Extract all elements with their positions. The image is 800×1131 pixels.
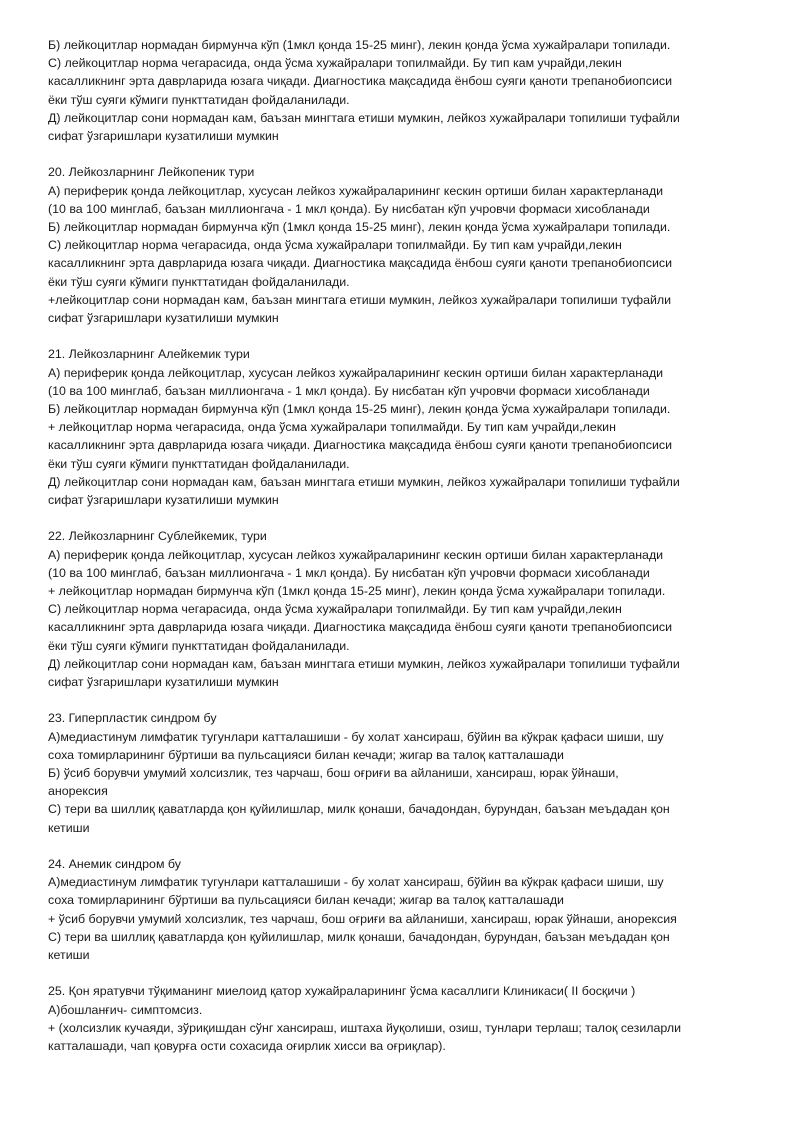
answer-option-c-continued: касалликнинг эрта даврларида юзага чиқади. Диагностика мақсадида ёнбош суяги қаноти трепанобиопсиси (48, 74, 673, 89)
answer-option-b: Б) лейкоцитлар нормадан бирмунча кўп (1мкл қонда 15-25 минг), лекин қонда ўсма хужайралари топилади. (48, 38, 671, 52)
answer-option-c-continued: касалликнинг эрта даврларида юзага чиқади. Диагностика мақсадида ёнбош суяги қаноти трепанобиопсиси (48, 620, 673, 635)
question-title: 20. Лейкозларнинг Лейкопеник тури (48, 165, 255, 180)
answer-option-c: С) тери ва шиллиқ қаватларда қон қуйилишлар, милк қонаши, бачадондан, бурундан, баъзан меъдадан қон (48, 802, 670, 817)
correct-answer-continued: сифат ўзгаришлари кузатилиши мумкин (48, 311, 279, 326)
answer-option-a-continued: соха томирларининг бўртиши ва пульсацияси билан кечади; жигар ва талоқ катталашади (48, 747, 564, 762)
answer-option-b: Б) лейкоцитлар нормадан бирмунча кўп (1мкл қонда 15-25 минг), лекин қонда ўсма хужайралари топилади. (48, 402, 671, 417)
answer-option-c-continued: кетиши (48, 948, 90, 963)
question-22 (48, 527, 760, 691)
correct-answer: +лейкоцитлар сони нормадан кам, баъзан мингтага етиши мумкин, лейкоз хужайралари топилиши туфайли (48, 292, 672, 307)
answer-option-a: А) периферик қонда лейкоцитлар, хусусан лейкоз хужайраларининг кескин ортиши билан характерланади (48, 547, 664, 562)
spacer (48, 691, 760, 709)
intro-block (48, 36, 760, 145)
question-title: 25. Қон яратувчи тўқиманинг миелоид қатор хужайраларининг ўсма касаллиги Клиникаси( II босқичи ) (48, 984, 636, 999)
question-25 (48, 982, 760, 1055)
answer-option-a: А)медиастинум лимфатик тугунлари катталашиши - бу холат хансираш, бўйин ва кўкрак қафаси шиши, шу (48, 729, 664, 744)
spacer (48, 327, 760, 345)
answer-option-c: С) тери ва шиллиқ қаватларда қон қуйилишлар, милк қонаши, бачадондан, бурундан, баъзан меъдадан қон (48, 929, 670, 944)
answer-option-c-continued: ёки тўш суяги кўмиги пункттатидан фойдаланилади. (48, 638, 350, 653)
spacer (48, 509, 760, 527)
answer-option-a-continued: (10 ва 100 минглаб, баъзан миллионгача - 1 мкл қонда). Бу нисбатан кўп учровчи формаси хисобланади (48, 565, 650, 580)
answer-option-a-continued: (10 ва 100 минглаб, баъзан миллионгача - 1 мкл қонда). Бу нисбатан кўп учровчи формаси хисобланади (48, 201, 650, 216)
answer-option-c-continued: ёки тўш суяги кўмиги пункттатидан фойдаланилади. (48, 274, 350, 289)
answer-option-b: Б) лейкоцитлар нормадан бирмунча кўп (1мкл қонда 15-25 минг), лекин қонда ўсма хужайралари топилади. (48, 220, 671, 235)
answer-option-a-continued: соха томирларининг бўртиши ва пульсацияси билан кечади; жигар ва талоқ катталашади (48, 893, 564, 908)
correct-answer: + ўсиб борувчи умумий холсизлик, тез чарчаш, бош оғриғи ва айланиши, хансираш, юрак ўйнаши, анорексия (48, 911, 677, 926)
answer-option-a-continued: (10 ва 100 минглаб, баъзан миллионгача - 1 мкл қонда). Бу нисбатан кўп учровчи формаси хисобланади (48, 383, 650, 398)
answer-option-b: Б) ўсиб борувчи умумий холсизлик, тез чарчаш, бош оғриғи ва айланиши, хансираш, юрак ўйнаши, (48, 766, 619, 781)
correct-answer: + лейкоцитлар нормадан бирмунча кўп (1мкл қонда 15-25 минг), лекин қонда ўсма хужайралари топилади. (48, 584, 666, 599)
answer-option-a: А) периферик қонда лейкоцитлар, хусусан лейкоз хужайраларининг кескин ортиши билан характерланади (48, 365, 664, 380)
answer-option-d-continued: сифат ўзгаришлари кузатилиши мумкин (48, 493, 279, 508)
answer-option-d-continued: сифат ўзгаришлари кузатилиши мумкин (48, 129, 279, 144)
spacer (48, 145, 760, 163)
question-24 (48, 855, 760, 964)
answer-option-c-continued: ёки тўш суяги кўмиги пункттатидан фойдаланилади. (48, 92, 350, 107)
spacer (48, 837, 760, 855)
question-title: 23. Гиперпластик синдром бу (48, 711, 217, 726)
answer-option-d: Д) лейкоцитлар сони нормадан кам, баъзан мингтага етиши мумкин, лейкоз хужайралари топилиши туфайли (48, 656, 680, 671)
answer-option-c-continued: кетиши (48, 820, 90, 835)
answer-option-c: С) лейкоцитлар норма чегарасида, онда ўсма хужайралари топилмайди. Бу тип кам учрайди,лекин (48, 56, 622, 71)
question-title: 24. Анемик синдром бу (48, 857, 181, 872)
correct-answer-continued: катталашади, чап қовурға ости сохасида оғирлик хисси ва оғриқлар). (48, 1039, 446, 1054)
question-title: 22. Лейкозларнинг Сублейкемик, тури (48, 529, 267, 544)
answer-option-a: А)бошланғич- симптомсиз. (48, 1002, 203, 1017)
document-page (48, 36, 760, 1055)
correct-answer: + лейкоцитлар норма чегарасида, онда ўсма хужайралари топилмайди. Бу тип кам учрайди,лекин (48, 420, 616, 435)
answer-option-c-continued: касалликнинг эрта даврларида юзага чиқади. Диагностика мақсадида ёнбош суяги қаноти трепанобиопсиси (48, 256, 673, 271)
question-20 (48, 163, 760, 327)
question-21 (48, 345, 760, 509)
answer-option-a: А) периферик қонда лейкоцитлар, хусусан лейкоз хужайраларининг кескин ортиши билан характерланади (48, 183, 664, 198)
answer-option-b-continued: анорексия (48, 784, 108, 799)
question-23 (48, 709, 760, 836)
answer-option-d-continued: сифат ўзгаришлари кузатилиши мумкин (48, 675, 279, 690)
answer-option-a: А)медиастинум лимфатик тугунлари катталашиши - бу холат хансираш, бўйин ва кўкрак қафаси шиши, шу (48, 875, 664, 890)
spacer (48, 964, 760, 982)
answer-option-d: Д) лейкоцитлар сони нормадан кам, баъзан мингтага етиши мумкин, лейкоз хужайралари топилиши туфайли (48, 110, 680, 125)
correct-answer-continued: касалликнинг эрта даврларида юзага чиқади. Диагностика мақсадида ёнбош суяги қаноти трепанобиопсиси (48, 438, 673, 453)
answer-option-d: Д) лейкоцитлар сони нормадан кам, баъзан мингтага етиши мумкин, лейкоз хужайралари топилиши туфайли (48, 474, 680, 489)
correct-answer: + (холсизлик кучаяди, зўриқишдан сўнг хансираш, иштаха йуқолиши, озиш, тунлари терлаш; талоқ сезиларли (48, 1020, 682, 1035)
correct-answer-continued: ёки тўш суяги кўмиги пункттатидан фойдаланилади. (48, 456, 350, 471)
answer-option-c: С) лейкоцитлар норма чегарасида, онда ўсма хужайралари топилмайди. Бу тип кам учрайди,лекин (48, 602, 622, 617)
answer-option-c: С) лейкоцитлар норма чегарасида, онда ўсма хужайралари топилмайди. Бу тип кам учрайди,лекин (48, 238, 622, 253)
question-title: 21. Лейкозларнинг Алейкемик тури (48, 347, 250, 362)
